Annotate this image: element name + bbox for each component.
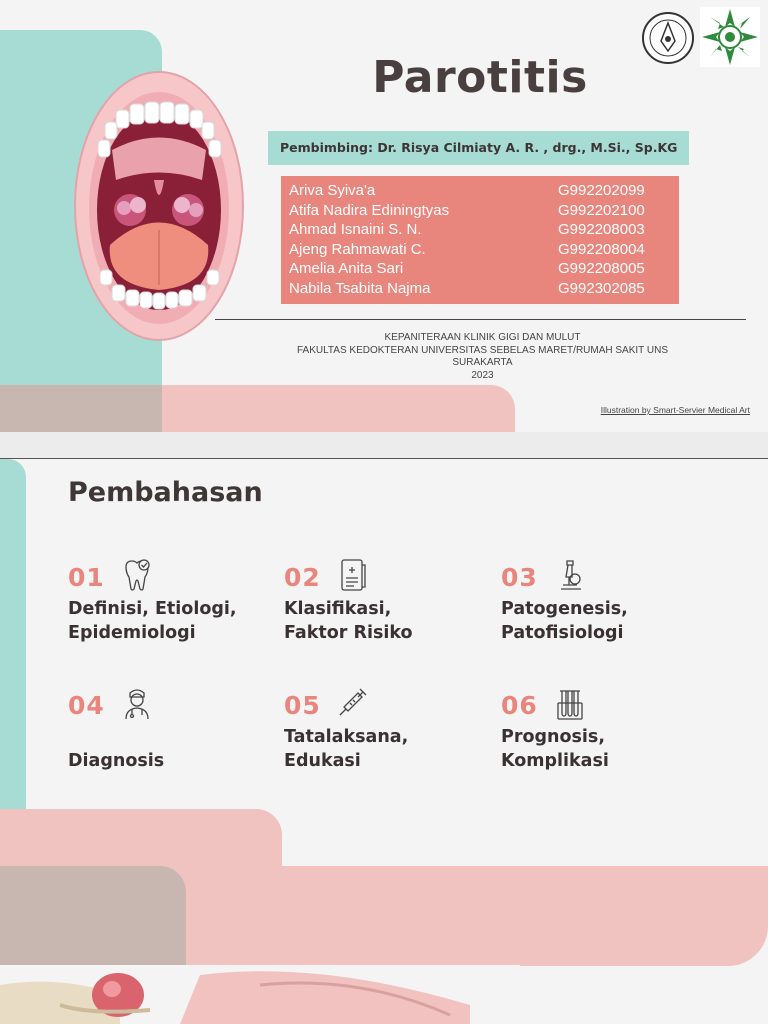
institution-line: KEPANITERAAN KLINIK GIGI DAN MULUT — [384, 332, 581, 343]
member-id: G992302085 — [558, 279, 645, 297]
member-id: G992208004 — [558, 240, 645, 258]
member-name: Ariva Syiva'a — [289, 182, 376, 199]
topic-number: 05 — [284, 691, 321, 720]
pink-decor-block — [0, 809, 282, 869]
topic-label: Definisi, Etiologi, — [68, 599, 237, 619]
topic-number: 02 — [284, 563, 321, 592]
institution-block — [260, 332, 705, 382]
tooth-check-icon — [120, 557, 154, 593]
member-id: G992208003 — [558, 221, 645, 238]
topic-card-05[interactable] — [284, 691, 494, 801]
topic-number: 03 — [501, 563, 538, 592]
topic-card-01[interactable] — [68, 563, 278, 673]
agenda-slide — [0, 459, 768, 1024]
member-name: Ahmad Isnaini S. N. — [289, 221, 422, 238]
throat-illustration — [0, 965, 520, 1024]
medical-report-icon — [336, 557, 370, 593]
topic-label: Faktor Risiko — [284, 623, 413, 643]
topic-card-03[interactable] — [501, 563, 711, 673]
topic-label: Patogenesis, — [501, 599, 628, 619]
topic-card-04[interactable] — [68, 691, 278, 801]
topic-label: Komplikasi — [501, 751, 609, 771]
topic-number: 06 — [501, 691, 538, 720]
teal-decor-block — [0, 459, 26, 869]
member-name: Ajeng Rahmawati C. — [289, 240, 426, 258]
member-row — [289, 221, 669, 240]
separator-line — [215, 319, 746, 320]
doctor-icon — [120, 685, 154, 721]
syringe-icon — [336, 685, 370, 721]
topic-label: Diagnosis — [68, 751, 165, 771]
member-name: Atifa Nadira Ediningtyas — [289, 201, 450, 219]
topic-label: Prognosis, — [501, 727, 605, 747]
topic-label: Patofisiologi — [501, 623, 624, 643]
institution-line: SURAKARTA — [452, 357, 513, 368]
grey-decor-block — [0, 866, 186, 966]
member-id: G992202100 — [558, 201, 645, 219]
member-id: G992202099 — [558, 182, 645, 199]
presentation-title: Parotitis — [372, 52, 588, 103]
member-list — [281, 176, 679, 304]
title-slide — [0, 0, 768, 432]
supervisor-label: Pembimbing: Dr. Risya Cilmiaty A. R. , drg., M.Si., Sp.KG — [268, 131, 689, 165]
topic-number: 01 — [68, 563, 105, 592]
institution-line: FAKULTAS KEDOKTERAN UNIVERSITAS SEBELAS MARET/RUMAH SAKIT UNS — [296, 344, 668, 356]
university-seal-logo — [641, 9, 695, 67]
member-row — [289, 241, 669, 260]
member-row — [289, 280, 669, 299]
topic-label: Epidemiologi — [68, 623, 196, 643]
topic-label: Edukasi — [284, 751, 361, 771]
member-row — [289, 202, 669, 221]
open-mouth-illustration — [72, 70, 247, 342]
hospital-logo — [700, 7, 760, 67]
topic-number: 04 — [68, 691, 105, 720]
microscope-icon — [553, 557, 587, 593]
institution-year: 2023 — [471, 369, 494, 381]
member-row — [289, 260, 669, 279]
topic-card-02[interactable] — [284, 563, 494, 673]
topic-label: Klasifikasi, — [284, 599, 392, 619]
grey-decor-bar — [0, 385, 162, 432]
section-title: Pembahasan — [68, 477, 263, 508]
test-tubes-icon — [553, 685, 587, 721]
member-name: Amelia Anita Sari — [289, 260, 404, 277]
member-id: G992208005 — [558, 260, 645, 277]
topic-label: Tatalaksana, — [284, 727, 409, 747]
member-row — [289, 182, 669, 201]
topic-card-06[interactable] — [501, 691, 711, 801]
member-name: Nabila Tsabita Najma — [289, 279, 431, 297]
illustration-credit-link[interactable]: Illustration by Smart-Servier Medical Art — [600, 405, 750, 415]
